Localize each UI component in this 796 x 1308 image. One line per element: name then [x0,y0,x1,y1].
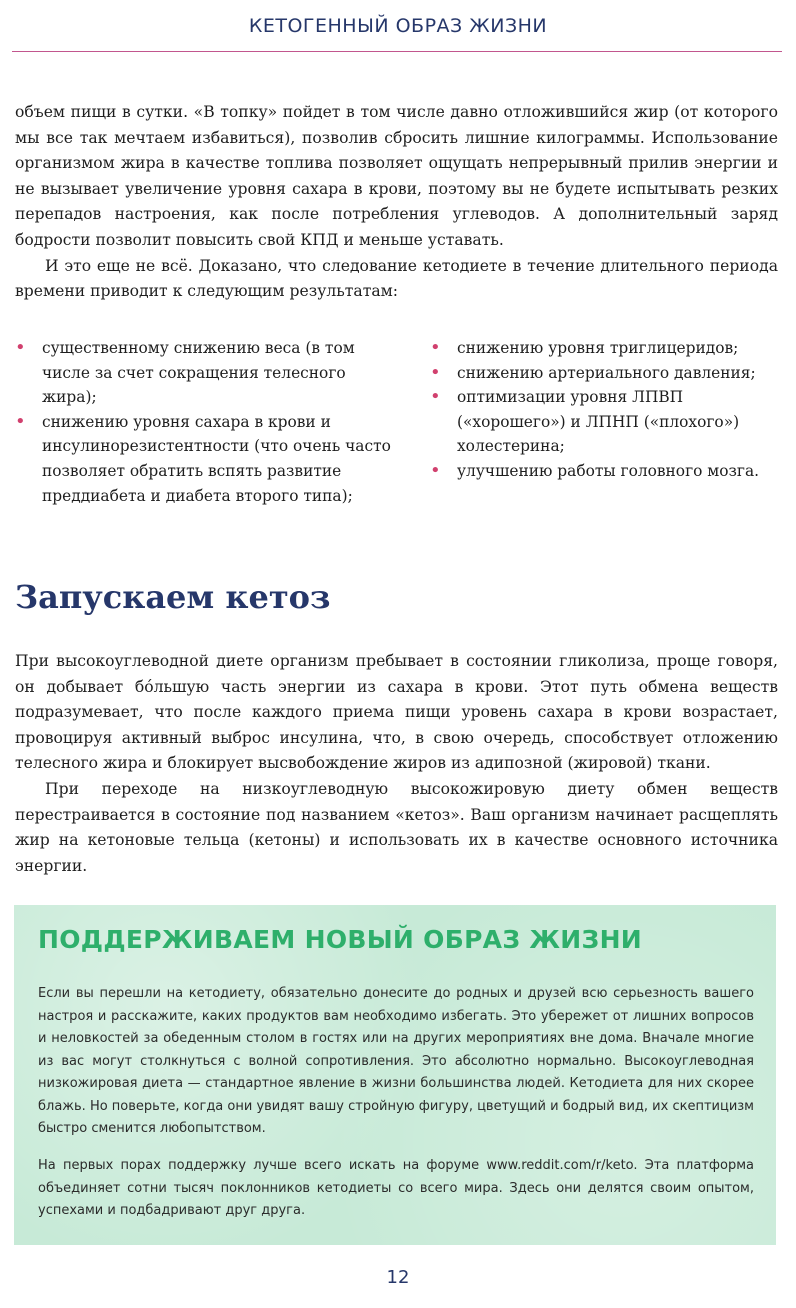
header-divider [12,51,782,52]
page-number: 12 [386,1267,410,1288]
callout-box [14,905,776,1245]
results-list-left [15,336,395,508]
list-item: • существенному снижению веса (в том числе за счет сокращения телесного жира); [15,336,395,410]
list-item: • снижению уровня триглицеридов; [430,336,780,361]
list-item: • оптимизации уровня ЛПВП («хорошего») и ЛПНП («плохого») холестерина; [430,385,780,459]
list-item: • улучшению работы головного мозга. [430,459,780,484]
callout-title: ПОДДЕРЖИВАЕМ НОВЫЙ ОБРАЗ ЖИЗНИ [38,925,643,954]
list-item: • снижению артериального давления; [430,361,780,386]
results-list-right [430,336,780,484]
callout-paragraph-1: Если вы перешли на кетодиету, обязательно донесите до родных и друзей всю серьезность вашего настроя и расскажите, каких продуктов вам необходимо избегать. Это убережет от лишних вопросов и неловкостей за обеденным столом в гостях или на других мероприятиях вне дома. Вначале многие из вас могут столкнуться с волной сопротивления. Это абсолютно нормально. Высокоуглеводная низкожировая диета — стандартное явление в жизни большинства людей. Кетодиета для них скорее блажь. Но поверьте, когда они увидят вашу стройную фигуру, цветущий и бодрый вид, их скептицизм быстро сменится любопытством. [38,986,754,1136]
section-title: Запускаем кетоз [15,578,331,616]
section-paragraph-1: При высокоуглеводной диете организм пребывает в состоянии гликолиза, проще говоря, он добывает бóльшую часть энергии из сахара в крови. Этот путь обмена веществ подразумевает, что после каждого приема пищи уровень сахара в крови возрастает, провоцируя активный выброс инсулина, что, в свою очередь, способствует отложению телесного жира и блокирует высвобождение жиров из адипозной (жировой) ткани. [15,652,778,773]
section-text [15,649,778,879]
intro-text [15,100,778,305]
section-paragraph-2: При переходе на низкоуглеводную высокожировую диету обмен веществ перестраивается в состояние под названием «кетоз». Ваш организм начинает расщеплять жир на кетоновые тельца (кетоны) и использовать их в качестве основного источника энергии. [15,779,778,875]
running-header-title: КЕТОГЕННЫЙ ОБРАЗ ЖИЗНИ [248,15,548,37]
callout-paragraph-2: На первых порах поддержку лучше всего искать на форуме www.reddit.com/r/keto. Эта платформа объединяет сотни тысяч поклонников кетодиеты со всего мира. Здесь они делятся своим опытом, успехами и подбадривают друг друга. [38,1158,754,1218]
running-header [0,0,796,52]
list-item: • снижению уровня сахара в крови и инсулинорезистентности (что очень часто позволяет обратить вспять развитие преддиабета и диабета второго типа); [15,410,395,508]
intro-paragraph-2: И это еще не всё. Доказано, что следование кетодиете в течение длительного периода времени приводит к следующим результатам: [15,256,778,301]
intro-paragraph-1: объем пищи в сутки. «В топку» пойдет в том числе давно отложившийся жир (от которого мы все так мечтаем избавиться), позволив сбросить лишние килограммы. Использование организмом жира в качестве топлива позволяет ощущать непрерывный прилив энергии и не вызывает увеличение уровня сахара в крови, поэтому вы не будете испытывать резких перепадов настроения, как после потребления углеводов. А дополнительный заряд бодрости позволит повысить свой КПД и меньше уставать. [15,103,778,249]
